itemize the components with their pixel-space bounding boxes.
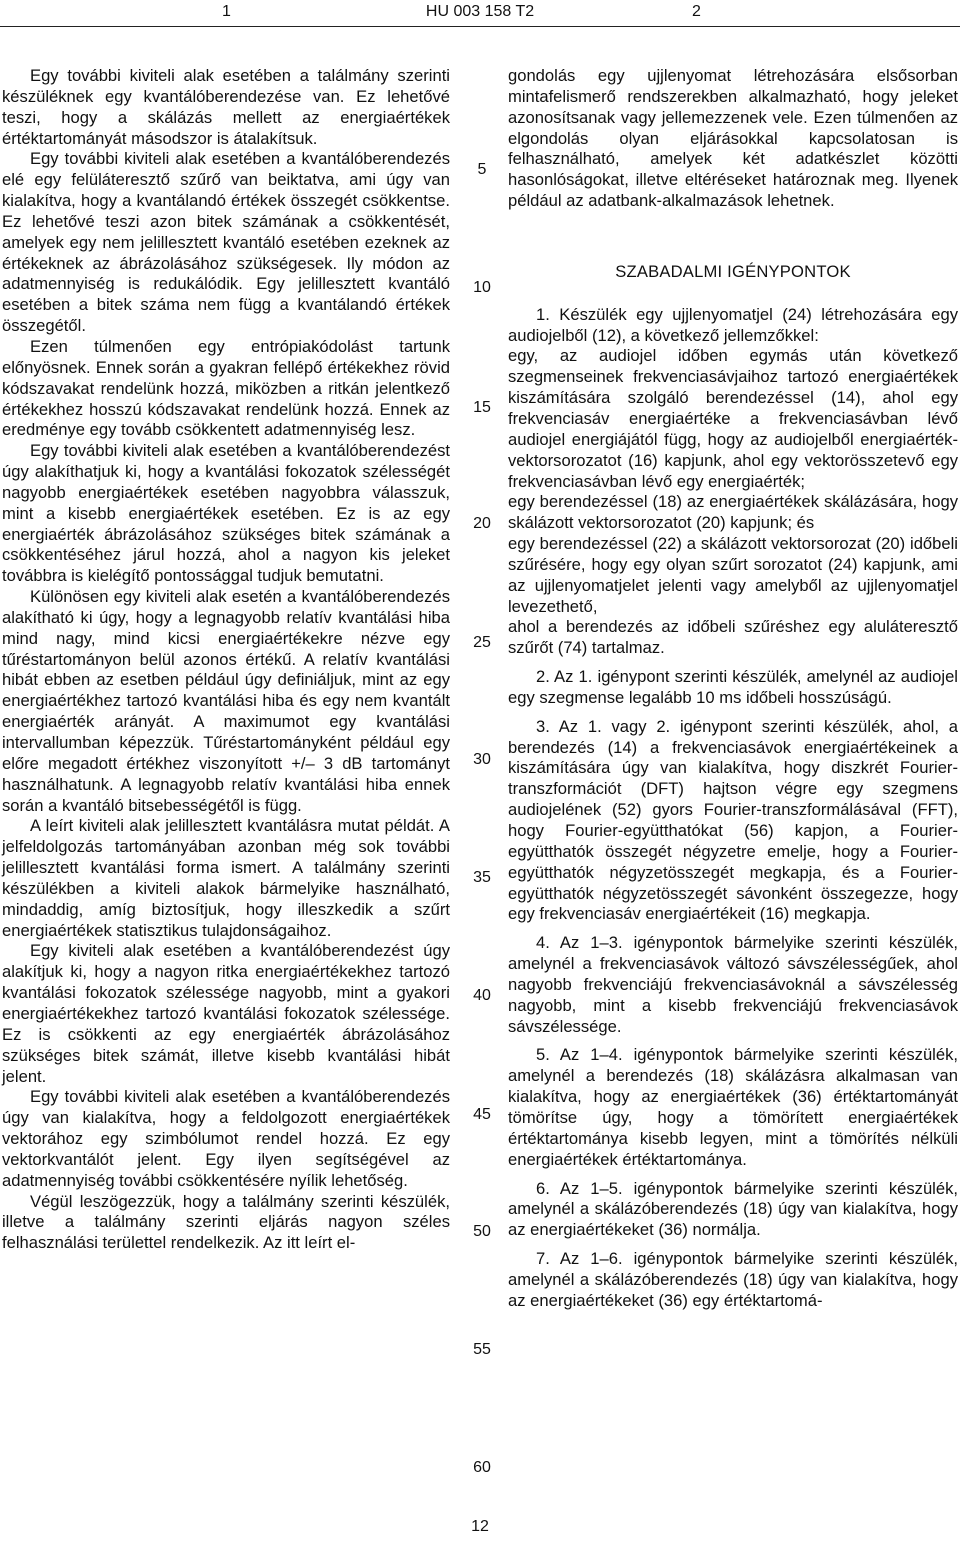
line-number: 5 <box>477 161 487 178</box>
line-number: 50 <box>473 1223 491 1240</box>
line-number: 15 <box>473 399 491 416</box>
paragraph: Egy további kiviteli alak esetében a kvantálóberendezést úgy alakíthatjuk ki, hogy a kvantálási fokozatok szélességét nagyobb energiaértékek esetében nagyobbra válasszuk, mint a kisebb energiaértékek esetében. Ez is az egy energiaérték ábrázolásához szükséges bitek számának a csökkentéséhez járul hozzá, ahol a nagyon kis jeleket továbbra is kielégítő pontossággal tudjuk bemutatni. <box>2 441 450 586</box>
claim: 2. Az 1. igénypont szerinti készülék, amelynél az audiojel egy szegmense legalább 10 ms időbeli hosszúságú. <box>508 667 958 707</box>
line-number: 10 <box>473 279 491 296</box>
line-number: 25 <box>473 634 491 651</box>
line-number: 55 <box>473 1341 491 1358</box>
paragraph: Egy kiviteli alak esetében a kvantálóberendezést úgy alakítjuk ki, hogy a nagyon ritka energiaértékekhez tartozó kvantálási fokozatok szélessége nagyobb, mint a gyakori energiaértékekhez tartozó kvantálási fokozatok szélessége. Ez is csökkenti az egy energiaérték ábrázolásához szükséges bitek számát, illetve kisebb kvantálási hibát jelent. <box>2 941 450 1086</box>
paragraph: Egy további kiviteli alak esetében a kvantálóberendezés elé egy felüláteresztő szűrő van beiktatva, ami úgy van kialakítva, hogy a kvantálandó értékek összegét csökkentse. Ez lehetővé teszi azon bitek számának a csökkentését, amelyek egy nem jelillesztett kvantáló esetében ezeknek az értékeknek az ábrázolásához szükségesek. Ily módon az adatmennyiség is redukálódik. Egy jelillesztett kvantáló esetében a bitek száma nem függ a kvantálandó értékek összegétől. <box>2 149 450 336</box>
claim: 4. Az 1–3. igénypontok bármelyike szerinti készülék, amelynél a frekvenciasávok változó sávszélességűek, ahol nagyobb frekvenciájú frekvenciasávoknál a sávszélesség nagyobb, mint a kisebb frekvenciájú frekvenciasávok sávszélessége. <box>508 933 958 1036</box>
right-column <box>508 66 958 1312</box>
line-number: 45 <box>473 1106 491 1123</box>
paragraph: Ezen túlmenően egy entrópiakódolást tartunk előnyösnek. Ennek során a gyakran fellépő értékekhez rövid kódszavakat rendelünk hozzá, miközben a ritkán jelentkező értékekhez hosszú kódszavakat rendelünk hozzá. Ennek az eredménye egy tovább csökkentett adatmennyiség lesz. <box>2 336 450 440</box>
line-number: 35 <box>473 869 491 886</box>
line-number: 30 <box>473 751 491 768</box>
paragraph: gondolás egy ujjlenyomat létrehozására elsősorban mintafelismerő rendszerekben alkalmazható, hogy jeleket azonosítsanak vagy jellemezzenek vele. Ezen túlmenően az elgondolás olyan eljárásokkal kapcsolatosan is felhasználható, amelyek két adatkészlet közötti hasonlóságokat, illetve eltéréseket határoznak meg. Ilyenek például az adatbank-alkalmazások lehetnek. <box>508 66 958 211</box>
header-rule <box>0 26 960 27</box>
header-page-right: 2 <box>692 3 701 20</box>
paragraph: A leírt kiviteli alak jelillesztett kvantálásra mutat példát. A jelfeldolgozás tartományában azonban még sok további jelillesztett kvantálási forma ismert. A találmány szerinti készülékben a kiviteli alakok bármelyike használható, mindaddig, amíg biztosítjuk, hogy illeszkedik a szűrt energiaértékek statisztikus tulajdonságaihoz. <box>2 816 450 940</box>
paragraph: Végül leszögezzük, hogy a találmány szerinti készülék, illetve a találmány szerinti eljárás nagyon széles felhasználási területtel rendelkezik. Az itt leírt el- <box>2 1191 450 1253</box>
paragraph: Egy további kiviteli alak esetében a találmány szerinti készüléknek egy kvantálóberendezése van. Ez lehetővé teszi, hogy a skálázás mellett az energiaértékek értéktartományát másodszor is átalakítsuk. <box>2 66 450 148</box>
claim-1-item: egy, az audiojel időben egymás után következő szegmenseinek frekvenciasávjaihoz tartozó energiaértékek kiszámítására szolgáló berendezéssel (14), ahol egy frekvenciasáv energiaértéke a frekvenciasávban lévő audiojel energiájától függ, hogy az audiojelből energiaérték-vektorsorozatot (16) kapjunk, ahol egy vektorösszetevő egy frekvenciasávban lévő egy energiaérték; <box>508 346 958 491</box>
header-page-left: 1 <box>222 3 231 20</box>
claim-1-item: egy berendezéssel (22) a skálázott vektorsorozat (20) időbeli szűrésére, hogy egy olyan szűrt sorozatot (24) kapjunk, ami az ujjlenyomatjelet jelenti vagy amelyből az ujjlenyomatjel levezethető, <box>508 534 958 616</box>
left-column <box>2 66 450 1254</box>
header-doc-number: HU 003 158 T2 <box>425 3 535 20</box>
paragraph: Különösen egy kiviteli alak esetén a kvantálóberendezés alakítható ki úgy, hogy a legnagyobb relatív kvantálási hiba mind nagy, mind kicsi energiaértékekre nézve egy tűréstartományon belül azonos értékű. A relatív kvantálási hibát ebben az esetben például úgy definiáljuk, mint az egy energiaértékhez tartozó kvantálási hiba és egy nem kvantált energiaérték arányát. A maximumot egy kvantálási intervallumban képezzük. Tűréstartományként például egy előre megadott értékhez viszonyított +/– 3 dB tartományt használhatunk. A legnagyobb relatív kvantálási hiba ennek során a kvantáló bitsebességétől is függ. <box>2 587 450 815</box>
claim-1-item: ahol a berendezés az időbeli szűréshez egy aluláteresztő szűrőt (74) tartalmaz. <box>508 617 958 658</box>
line-number: 40 <box>473 987 491 1004</box>
claim: 5. Az 1–4. igénypontok bármelyike szerinti készülék, amelynél a berendezés (18) skálázásra alkalmasan van kialakítva, hogy az energiaértékek (36) értéktartományát tömörítse úgy, hogy a tömörített energiaértékek értéktartománya kisebb legyen, mint a tömörítés nélküli energiaértékek értéktartománya. <box>508 1045 958 1169</box>
page-header <box>0 0 960 26</box>
claim: 3. Az 1. vagy 2. igénypont szerinti készülék, ahol, a berendezés (14) a frekvenciasávok energiaértékeinek a kiszámítására úgy van kialakítva, hogy diszkrét Fourier-transzformációt (DFT) hajtson végre egy szegmens audiojelének (52) gyors Fourier-transzformálásával (FFT), hogy Fourier-együtthatókat (56) kapjon, a Fourier-együtthatók összegét négyzetre emelje, hogy a Fourier-együtthatók négyzetösszegét megkapja, és a Fourier-együtthatók négyzetösszegét sávonként összegezze, hogy egy frekvenciasáv energiaértékeit (16) megkapja. <box>508 716 958 924</box>
line-number: 20 <box>473 515 491 532</box>
claim-1-item: egy berendezéssel (18) az energiaértékek skálázására, hogy skálázott vektorsorozatot (20) kapjunk; és <box>508 492 958 533</box>
paragraph: Egy további kiviteli alak esetében a kvantálóberendezés úgy van kialakítva, hogy a feldolgozott energiaértékek vektorához egy szimbólumot rendel hozzá. Ez egy vektorkvantálót jelent. Egy ilyen segítségével az adatmennyiség további csökkentésére nyílik lehetőség. <box>2 1087 450 1190</box>
line-number: 60 <box>473 1459 491 1476</box>
section-title: SZABADALMI IGÉNYPONTOK <box>615 261 851 281</box>
claim-1-intro: 1. Készülék egy ujjlenyomatjel (24) létrehozására egy audiojelből (12), a következő jellemzőkkel: <box>508 304 958 345</box>
claim: 7. Az 1–6. igénypontok bármelyike szerinti készülék, amelynél a skálázóberendezés (18) úgy van kialakítva, hogy az energiaértékeket (36) egy értéktartomá- <box>508 1249 958 1310</box>
claim: 6. Az 1–5. igénypontok bármelyike szerinti készülék, amelynél a skálázóberendezés (18) úgy van kialakítva, hogy az energiaértékeket (36) normálja. <box>508 1178 958 1240</box>
footer-page-number: 12 <box>471 1518 489 1535</box>
